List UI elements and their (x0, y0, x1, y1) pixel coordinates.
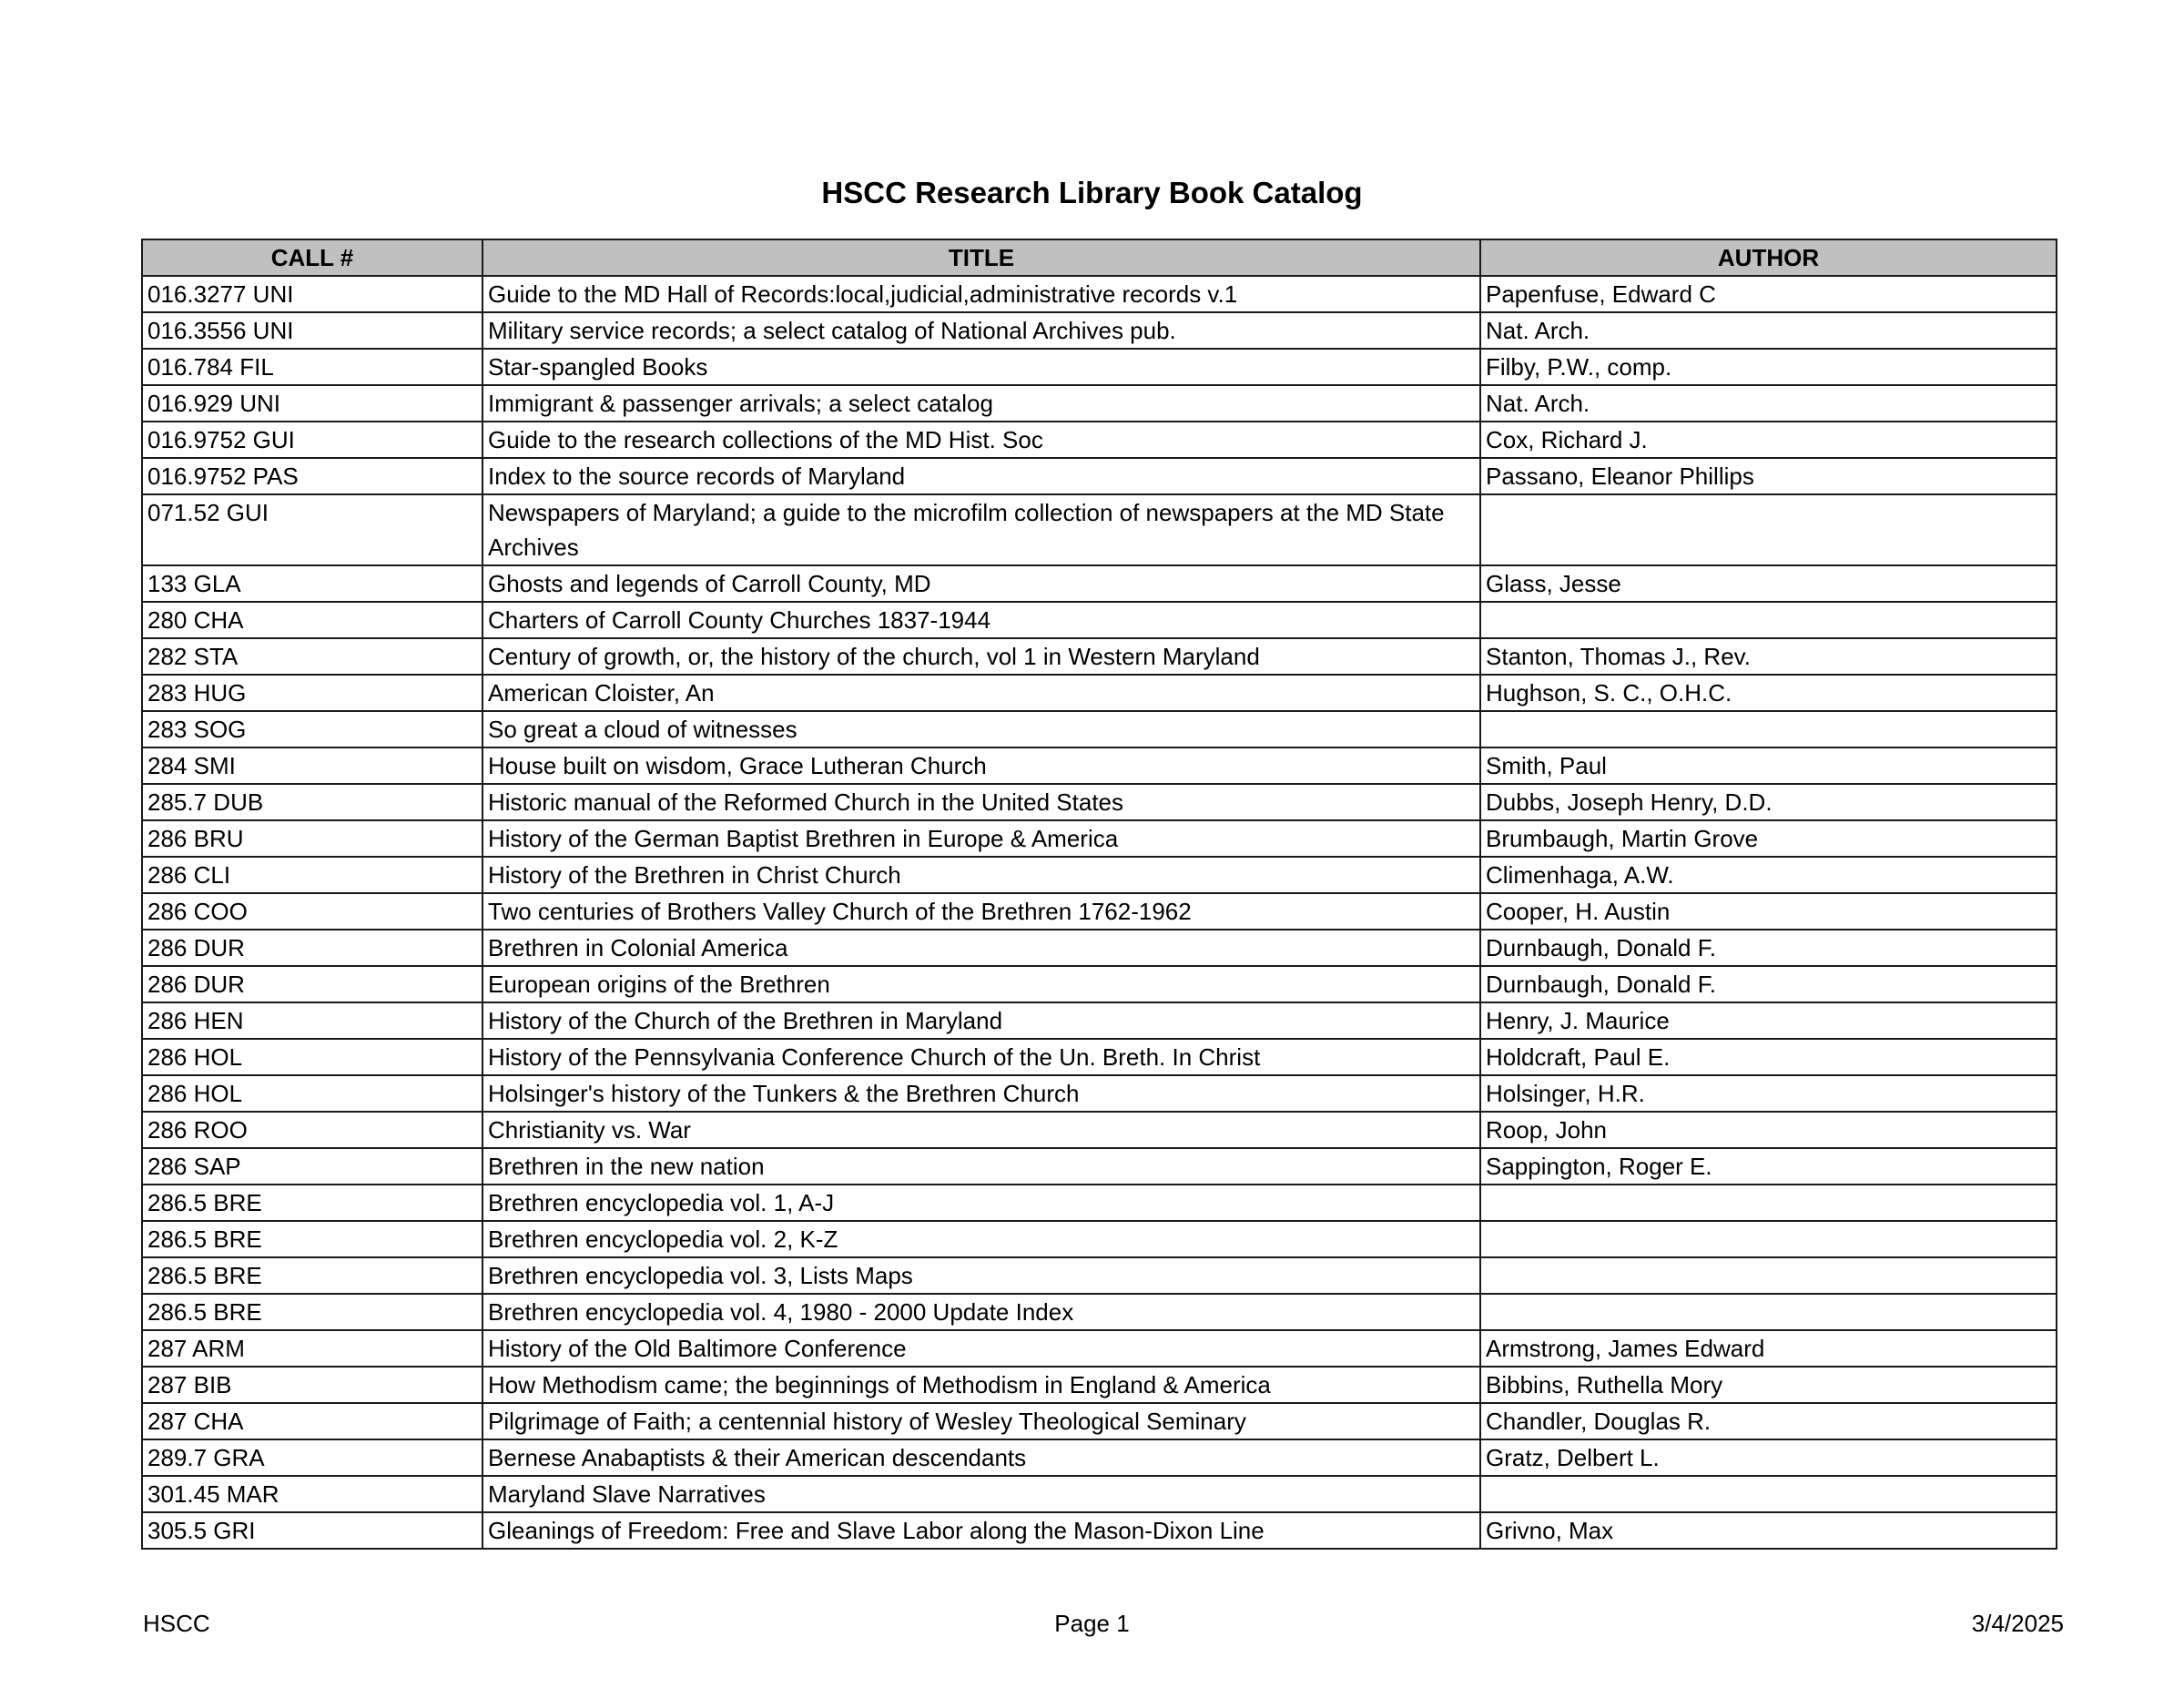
cell-call-number: 301.45 MAR (142, 1476, 483, 1512)
cell-call-number: 280 CHA (142, 602, 483, 638)
cell-author: Brumbaugh, Martin Grove (1480, 820, 2057, 857)
table-row (142, 1112, 2057, 1148)
cell-title: Century of growth, or, the history of the church, vol 1 in Western Maryland (483, 638, 1480, 675)
column-header-author: AUTHOR (1480, 239, 2057, 276)
cell-title: House built on wisdom, Grace Lutheran Church (483, 747, 1480, 784)
cell-title: Pilgrimage of Faith; a centennial history of Wesley Theological Seminary (483, 1403, 1480, 1439)
table-row (142, 385, 2057, 422)
table-row (142, 1002, 2057, 1039)
page-title: HSCC Research Library Book Catalog (821, 176, 1363, 209)
cell-title: History of the Brethren in Christ Church (483, 857, 1480, 893)
column-header-call-number: CALL # (142, 239, 483, 276)
cell-title: American Cloister, An (483, 675, 1480, 711)
cell-title: Historic manual of the Reformed Church in the United States (483, 784, 1480, 820)
cell-call-number: 286 COO (142, 893, 483, 930)
table-row (142, 1403, 2057, 1439)
cell-call-number: 286 BRU (142, 820, 483, 857)
cell-call-number: 016.3556 UNI (142, 312, 483, 349)
cell-title: Gleanings of Freedom: Free and Slave Labor along the Mason-Dixon Line (483, 1512, 1480, 1549)
cell-title: Immigrant & passenger arrivals; a select catalog (483, 385, 1480, 422)
cell-author: Dubbs, Joseph Henry, D.D. (1480, 784, 2057, 820)
cell-call-number: 286.5 BRE (142, 1185, 483, 1221)
cell-author (1480, 1185, 2057, 1221)
cell-title: How Methodism came; the beginnings of Methodism in England & America (483, 1367, 1480, 1403)
cell-title: Guide to the research collections of the MD Hist. Soc (483, 422, 1480, 458)
cell-title: History of the Pennsylvania Conference Church of the Un. Breth. In Christ (483, 1039, 1480, 1075)
cell-title: History of the Church of the Brethren in Maryland (483, 1002, 1480, 1039)
cell-call-number: 283 HUG (142, 675, 483, 711)
cell-call-number: 305.5 GRI (142, 1512, 483, 1549)
cell-call-number: 016.9752 GUI (142, 422, 483, 458)
table-row (142, 747, 2057, 784)
footer-page-number: Page 1 (1054, 1610, 1130, 1637)
cell-author: Smith, Paul (1480, 747, 2057, 784)
catalog-table (141, 239, 2057, 1550)
cell-title: Brethren encyclopedia vol. 4, 1980 - 2000 Update Index (483, 1294, 1480, 1330)
table-row (142, 494, 2057, 565)
table-row (142, 349, 2057, 385)
cell-author: Filby, P.W., comp. (1480, 349, 2057, 385)
table-row (142, 1512, 2057, 1549)
cell-call-number: 286 ROO (142, 1112, 483, 1148)
cell-call-number: 016.784 FIL (142, 349, 483, 385)
cell-author (1480, 1476, 2057, 1512)
table-row (142, 930, 2057, 966)
table-row (142, 1367, 2057, 1403)
cell-call-number: 071.52 GUI (142, 494, 483, 565)
cell-author: Passano, Eleanor Phillips (1480, 458, 2057, 494)
table-row (142, 784, 2057, 820)
cell-title: Maryland Slave Narratives (483, 1476, 1480, 1512)
cell-author: Sappington, Roger E. (1480, 1148, 2057, 1185)
cell-author: Stanton, Thomas J., Rev. (1480, 638, 2057, 675)
table-row (142, 1330, 2057, 1367)
table-row (142, 422, 2057, 458)
cell-author: Durnbaugh, Donald F. (1480, 966, 2057, 1002)
column-header-title: TITLE (483, 239, 1480, 276)
table-row (142, 638, 2057, 675)
cell-title: So great a cloud of witnesses (483, 711, 1480, 747)
table-row (142, 1148, 2057, 1185)
cell-title: Guide to the MD Hall of Records:local,judicial,administrative records v.1 (483, 276, 1480, 312)
cell-author: Bibbins, Ruthella Mory (1480, 1367, 2057, 1403)
cell-call-number: 282 STA (142, 638, 483, 675)
cell-call-number: 286 SAP (142, 1148, 483, 1185)
table-row (142, 565, 2057, 602)
footer-date: 3/4/2025 (1971, 1610, 2064, 1637)
table-row (142, 711, 2057, 747)
cell-author: Glass, Jesse (1480, 565, 2057, 602)
table-row (142, 1257, 2057, 1294)
table-row (142, 1075, 2057, 1112)
cell-title: Ghosts and legends of Carroll County, MD (483, 565, 1480, 602)
cell-author: Climenhaga, A.W. (1480, 857, 2057, 893)
table-row (142, 857, 2057, 893)
table-row (142, 1294, 2057, 1330)
cell-call-number: 016.929 UNI (142, 385, 483, 422)
cell-title: Bernese Anabaptists & their American descendants (483, 1439, 1480, 1476)
cell-call-number: 286 CLI (142, 857, 483, 893)
table-row (142, 312, 2057, 349)
cell-author: Henry, J. Maurice (1480, 1002, 2057, 1039)
cell-title: Two centuries of Brothers Valley Church of the Brethren 1762-1962 (483, 893, 1480, 930)
cell-call-number: 285.7 DUB (142, 784, 483, 820)
cell-call-number: 284 SMI (142, 747, 483, 784)
cell-author: Durnbaugh, Donald F. (1480, 930, 2057, 966)
table-row (142, 675, 2057, 711)
cell-title: European origins of the Brethren (483, 966, 1480, 1002)
cell-author: Papenfuse, Edward C (1480, 276, 2057, 312)
cell-title: Holsinger's history of the Tunkers & the Brethren Church (483, 1075, 1480, 1112)
cell-author (1480, 1257, 2057, 1294)
cell-call-number: 286 HEN (142, 1002, 483, 1039)
cell-author (1480, 494, 2057, 565)
cell-author: Nat. Arch. (1480, 385, 2057, 422)
cell-call-number: 016.3277 UNI (142, 276, 483, 312)
cell-title: Brethren in Colonial America (483, 930, 1480, 966)
cell-author: Roop, John (1480, 1112, 2057, 1148)
table-row (142, 602, 2057, 638)
table-row (142, 458, 2057, 494)
table-row (142, 966, 2057, 1002)
cell-title: History of the Old Baltimore Conference (483, 1330, 1480, 1367)
cell-author: Hughson, S. C., O.H.C. (1480, 675, 2057, 711)
cell-author (1480, 1221, 2057, 1257)
cell-author: Nat. Arch. (1480, 312, 2057, 349)
cell-title: Charters of Carroll County Churches 1837-1944 (483, 602, 1480, 638)
cell-call-number: 286.5 BRE (142, 1257, 483, 1294)
cell-call-number: 286 DUR (142, 966, 483, 1002)
cell-call-number: 286 HOL (142, 1039, 483, 1075)
cell-title: Brethren encyclopedia vol. 3, Lists Maps (483, 1257, 1480, 1294)
cell-author: Grivno, Max (1480, 1512, 2057, 1549)
cell-call-number: 287 CHA (142, 1403, 483, 1439)
cell-author: Cox, Richard J. (1480, 422, 2057, 458)
cell-call-number: 286.5 BRE (142, 1294, 483, 1330)
cell-author: Chandler, Douglas R. (1480, 1403, 2057, 1439)
cell-author: Holdcraft, Paul E. (1480, 1039, 2057, 1075)
cell-title: History of the German Baptist Brethren in Europe & America (483, 820, 1480, 857)
cell-title: Brethren encyclopedia vol. 1, A-J (483, 1185, 1480, 1221)
footer-organization: HSCC (143, 1610, 210, 1637)
cell-call-number: 287 BIB (142, 1367, 483, 1403)
cell-title: Brethren in the new nation (483, 1148, 1480, 1185)
cell-call-number: 289.7 GRA (142, 1439, 483, 1476)
cell-call-number: 283 SOG (142, 711, 483, 747)
cell-title: Index to the source records of Maryland (483, 458, 1480, 494)
table-row (142, 1439, 2057, 1476)
cell-call-number: 286.5 BRE (142, 1221, 483, 1257)
cell-title: Christianity vs. War (483, 1112, 1480, 1148)
cell-title: Military service records; a select catalog of National Archives pub. (483, 312, 1480, 349)
table-row (142, 893, 2057, 930)
table-body (142, 276, 2057, 1549)
cell-author (1480, 602, 2057, 638)
cell-title: Star-spangled Books (483, 349, 1480, 385)
table-row (142, 276, 2057, 312)
cell-author: Armstrong, James Edward (1480, 1330, 2057, 1367)
cell-author (1480, 1294, 2057, 1330)
table-row (142, 820, 2057, 857)
table-row (142, 1221, 2057, 1257)
cell-call-number: 286 HOL (142, 1075, 483, 1112)
table-row (142, 1185, 2057, 1221)
table-header-row (142, 239, 2057, 276)
table-row (142, 1476, 2057, 1512)
cell-author: Gratz, Delbert L. (1480, 1439, 2057, 1476)
cell-title: Brethren encyclopedia vol. 2, K-Z (483, 1221, 1480, 1257)
cell-author: Holsinger, H.R. (1480, 1075, 2057, 1112)
cell-author (1480, 711, 2057, 747)
table-row (142, 1039, 2057, 1075)
cell-call-number: 016.9752 PAS (142, 458, 483, 494)
cell-call-number: 287 ARM (142, 1330, 483, 1367)
cell-title: Newspapers of Maryland; a guide to the microfilm collection of newspapers at the MD State Archives (483, 494, 1480, 565)
cell-call-number: 133 GLA (142, 565, 483, 602)
cell-author: Cooper, H. Austin (1480, 893, 2057, 930)
cell-call-number: 286 DUR (142, 930, 483, 966)
